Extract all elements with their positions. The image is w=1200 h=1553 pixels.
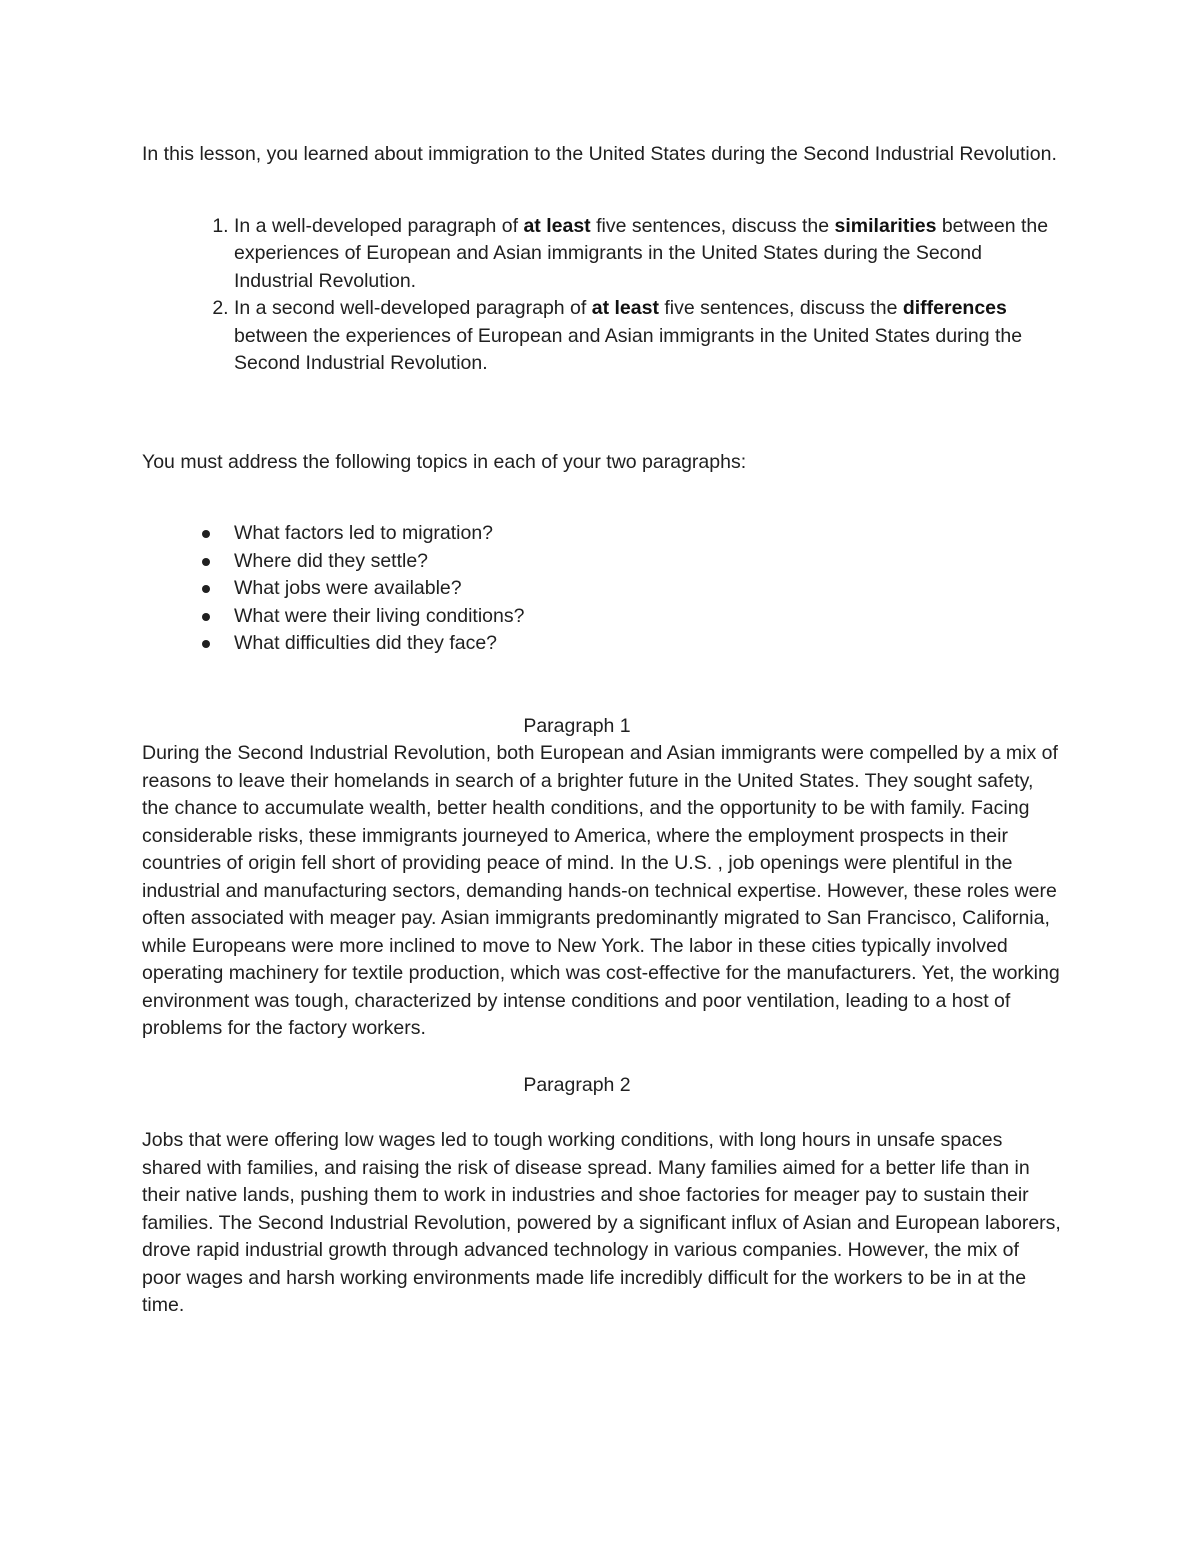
task-item-1: [234, 213, 1062, 296]
task-list: [142, 213, 1062, 378]
topic-text: What difficulties did they face?: [234, 632, 498, 654]
topic-item: [234, 520, 1062, 548]
bullet-icon: [202, 640, 210, 648]
task-2-text-c: between the experiences of European and Asian immigrants in the United States during the Second Industrial Revolution.: [234, 324, 1023, 374]
intro-text: In this lesson, you learned about immigration to the United States during the Second Industrial Revolution.: [142, 143, 1057, 165]
bullet-icon: [202, 585, 210, 593]
task-1-text-a: In a well-developed paragraph of: [234, 214, 524, 237]
topic-item: [234, 548, 1062, 576]
task-1-bold-at-least: at least: [523, 214, 591, 237]
topic-item: [234, 630, 1062, 658]
task-2-text-a: In a second well-developed paragraph of: [234, 297, 592, 319]
paragraph-1-heading: Paragraph 1: [523, 714, 631, 737]
topics-list: [142, 520, 1062, 658]
paragraph-2-body: Jobs that were offering low wages led to tough working conditions, with long hours in unsafe spaces shared with families, and raising the risk of disease spread. Many families aimed for a better life than in their native lands, pushing them to work in industries and shoe factories for meager pay to sustain their families. The Second Industrial Revolution, powered by a significant influx of Asian and European laborers, drove rapid industrial growth through advanced technology in various companies. However, the mix of poor wages and harsh working environments made life incredibly difficult for the workers to be in at the time.: [142, 1129, 1061, 1316]
task-1-text-b: five sentences, discuss the: [590, 214, 835, 237]
topic-item: [234, 575, 1062, 603]
task-2-bold-keyword: differences: [902, 297, 1007, 319]
topic-item: [234, 603, 1062, 631]
bullet-icon: [202, 530, 210, 538]
topic-text: What factors led to migration?: [234, 522, 494, 544]
topic-text: What were their living conditions?: [234, 604, 525, 627]
paragraph-1-body: During the Second Industrial Revolution, both European and Asian immigrants were compelled by a mix of reasons to leave their homelands in search of a brighter future in the United States. They sought safety, the chance to accumulate wealth, better health conditions, and the opportunity to be with family. Facing considerable risks, these immigrants journeyed to America, where the employment prospects in their countries of origin fell short of providing peace of mind. In the U.S. , job openings were plentiful in the industrial and manufacturing sectors, demanding hands-on technical expertise. However, these roles were often associated with meager pay. Asian immigrants predominantly migrated to San Francisco, California, while Europeans were more inclined to move to New York. The labor in these cities typically involved operating machinery for textile production, which was cost-effective for the manufacturers. Yet, the working environment was tough, characterized by intense conditions and poor ventilation, leading to a host of problems for the factory workers.: [142, 742, 1060, 1039]
task-1-text-c: between the experiences of European and Asian immigrants in the United States during the Second Industrial Revolution.: [234, 214, 1049, 292]
paragraph-2-heading: Paragraph 2: [523, 1073, 631, 1096]
topic-text: Where did they settle?: [234, 549, 429, 572]
topics-lead-text: You must address the following topics in each of your two paragraphs:: [142, 450, 747, 473]
task-item-2: [234, 295, 1062, 378]
task-2-bold-at-least: at least: [591, 297, 659, 319]
document-page: [142, 141, 1062, 1320]
topic-text: What jobs were available?: [234, 577, 462, 599]
bullet-icon: [202, 613, 210, 621]
task-2-text-b: five sentences, discuss the: [658, 297, 903, 319]
bullet-icon: [202, 558, 210, 566]
task-1-bold-keyword: similarities: [834, 214, 937, 237]
